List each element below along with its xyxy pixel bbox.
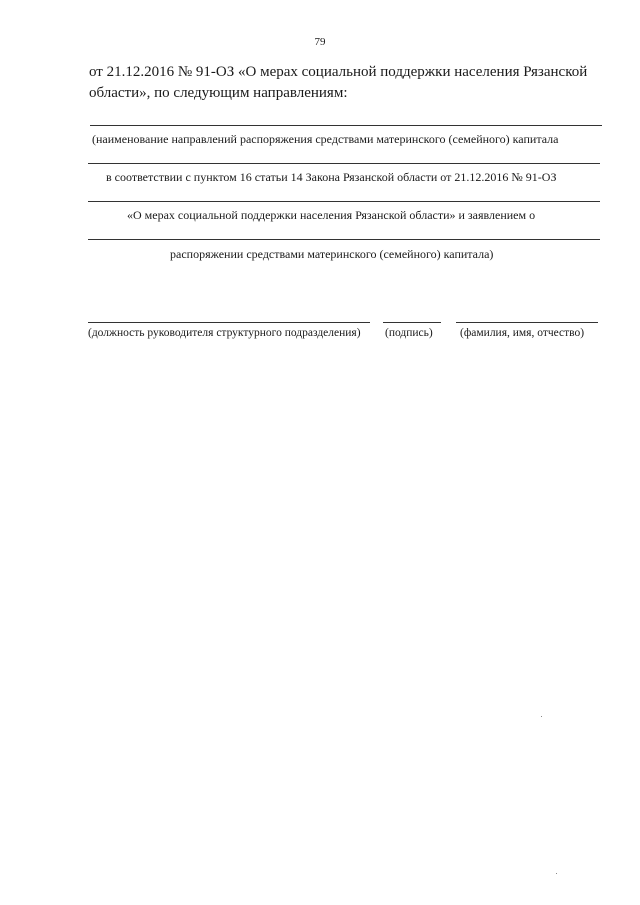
form-line-4 bbox=[88, 239, 600, 240]
form-line-3 bbox=[88, 201, 600, 202]
signature-line bbox=[383, 322, 441, 323]
form-line-2-caption: в соответствии с пунктом 16 статьи 14 Закона Рязанской области от 21.12.2016 № 91-ОЗ bbox=[106, 170, 557, 184]
intro-line-1: от 21.12.2016 № 91-ОЗ «О мерах социальной поддержки населения Рязанской bbox=[89, 64, 588, 80]
scan-speck bbox=[556, 873, 557, 874]
intro-line-2: области», по следующим направлениям: bbox=[89, 85, 348, 101]
scan-speck bbox=[541, 716, 542, 717]
form-line-1-caption: (наименование направлений распоряжения средствами материнского (семейного) капитала bbox=[92, 132, 559, 146]
intro-paragraph bbox=[89, 62, 609, 104]
position-caption: (должность руководителя структурного подразделения) bbox=[88, 327, 361, 339]
form-line-4-caption: распоряжении средствами материнского (семейного) капитала) bbox=[170, 247, 494, 261]
page-number: 79 bbox=[314, 36, 326, 48]
signature-caption: (подпись) bbox=[385, 327, 433, 339]
form-line-3-caption: «О мерах социальной поддержки населения Рязанской области» и заявлением о bbox=[127, 208, 536, 222]
form-line-1 bbox=[90, 125, 602, 126]
form-line-2 bbox=[88, 163, 600, 164]
position-line bbox=[88, 322, 370, 323]
name-caption: (фамилия, имя, отчество) bbox=[460, 327, 585, 339]
name-line bbox=[456, 322, 598, 323]
